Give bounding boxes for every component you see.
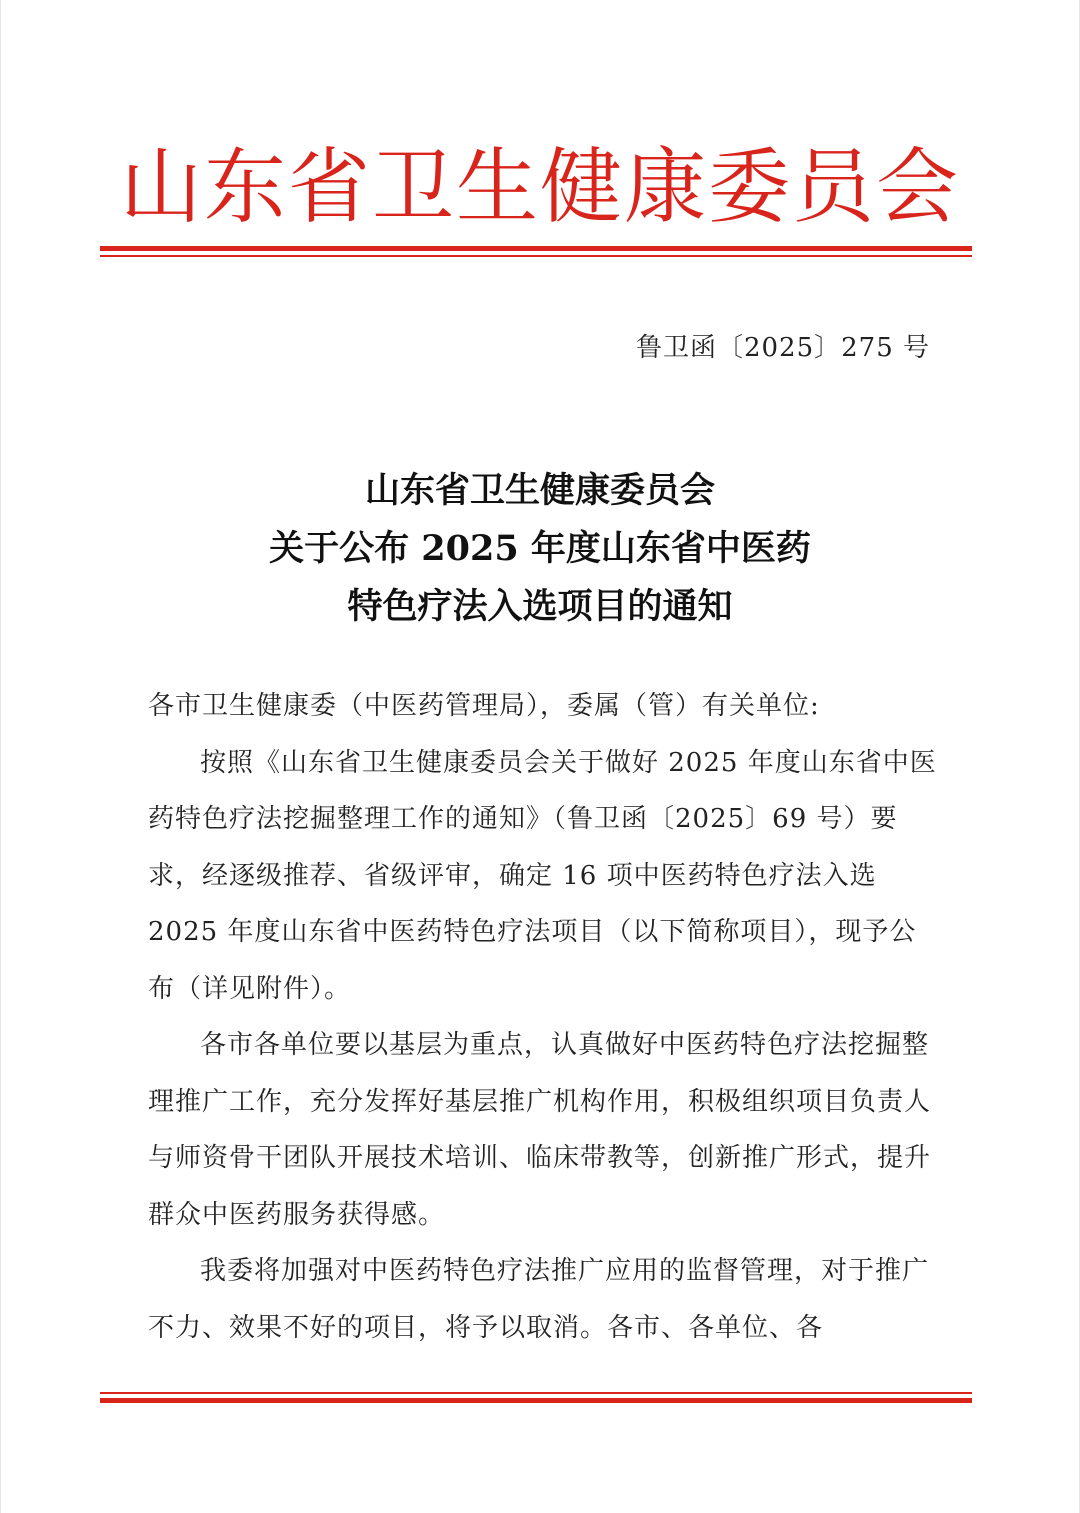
rule-thin-line [100,255,972,257]
header-red-rule [100,246,972,257]
rule-thick-line [100,1398,972,1403]
organization-header: 山东省卫生健康委员会 [119,140,960,235]
document-title [0,462,1080,636]
paragraph-2: 各市各单位要以基层为重点，认真做好中医药特色疗法挖掘整理推广工作，充分发挥好基层推广机构作用，积极组织项目负责人与师资骨干团队开展技术培训、临床带教等，创新推广形式，提升群众中医药服务获得感。 [148,1030,932,1230]
title-line-1: 山东省卫生健康委员会 [364,470,715,511]
footer-red-rule [100,1392,972,1403]
paragraph-1: 按照《山东省卫生健康委员会关于做好 2025 年度山东省中医药特色疗法挖掘整理工作的通知》（鲁卫函〔2025〕69 号）要求，经逐级推荐、省级评审，确定 16 项中医药特色疗法入选 2025 年度山东省中医药特色疗法项目（以下简称项目），现予公布（详见附件）。 [148,747,937,1004]
title-line-3: 特色疗法入选项目的通知 [347,586,733,627]
document-body [148,678,938,1356]
paragraph-3: 我委将加强对中医药特色疗法推广应用的监督管理，对于推广不力、效果不好的项目，将予以取消。各市、各单位、各 [148,1256,930,1343]
document-number: 鲁卫函〔2025〕275 号 [635,333,930,363]
salutation: 各市卫生健康委（中医药管理局），委属（管）有关单位: [148,691,820,721]
title-line-2: 关于公布 2025 年度山东省中医药 [269,528,811,569]
